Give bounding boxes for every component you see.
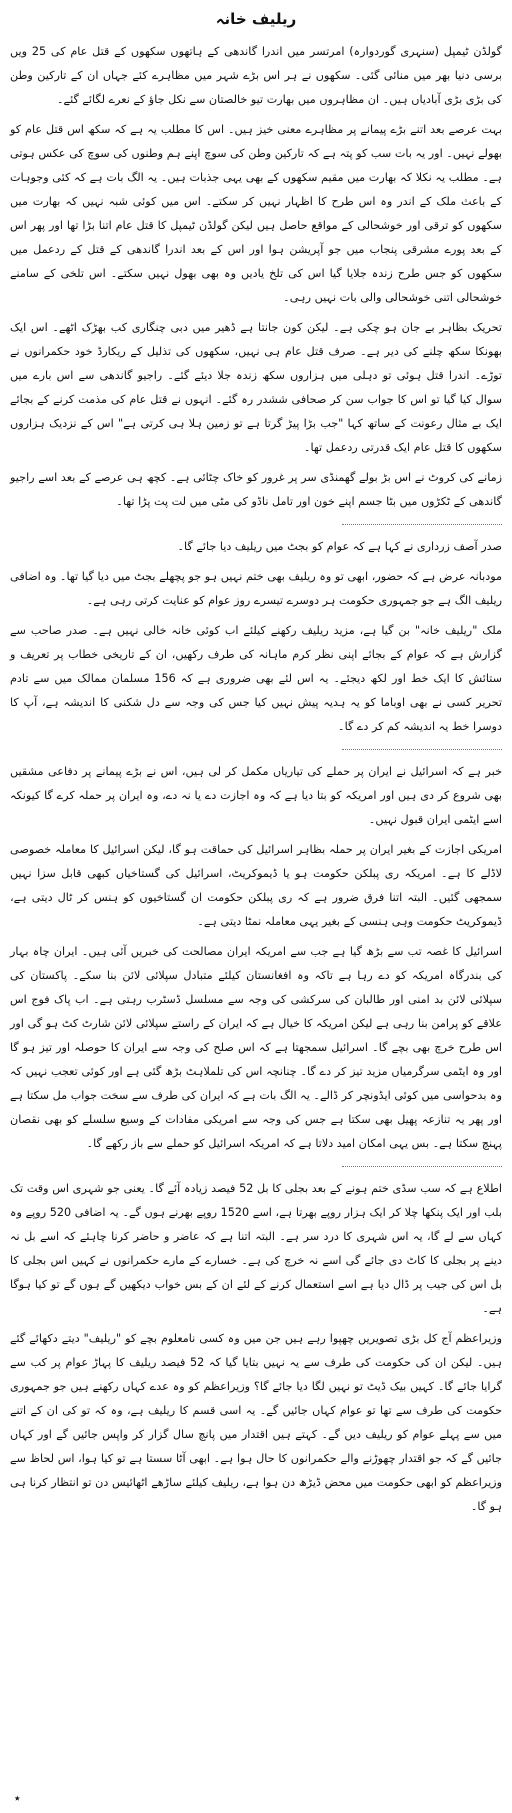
section-divider <box>342 749 502 750</box>
paragraph: خبر ہے کہ اسرائیل نے ایران پر حملے کی تیاریاں مکمل کر لی ہیں، اس نے بڑے پیمانے پر دفاعی مشقیں بھی شروع کر دی ہیں اور امریکہ کو بتا دیا ہے کہ وہ اجازت دے یا نہ دے، وہ ایران پر حملہ کرے گا کیونکہ اسے ایٹمی ایران قبول نہیں۔ <box>10 765 502 826</box>
section-divider <box>342 1166 502 1167</box>
section-divider <box>342 524 502 525</box>
paragraph: بہت عرصے بعد اتنے بڑے پیمانے پر مظاہرے معنی خیز ہیں۔ اس کا مطلب یہ ہے کہ سکھ اس قتل عام کو بھولے نہیں۔ اور یہ بات سب کو پتہ ہے کہ تارکین وطن کی سوچ اپنے ہم وطنوں کی سوچ کی عکس ہوتی ہے۔ مطلب یہ نکلا کہ بھارت میں مقیم سکھوں کے بھی یہی جذبات ہیں۔ یہ الگ بات ہے کہ کئی وجوہات کے باعث ملک کے اندر وہ اس طرح کا اظہار نہیں کر سکتے۔ اس میں کوئی شبہ نہیں کہ بھارت میں سکھوں کو ترقی اور خوشحالی کے مواقع حاصل ہیں لیکن گولڈن ٹیمپل کا قتل عام اتنا بڑا تھا اور پھر اس کے بعد پورے مشرقی پنجاب میں جو آپریشن ہوا اور اس کے بعد اندرا گاندھی کے قتل کے ردعمل میں سکھوں کو جس طرح زندہ جلایا گیا اس کی تلخ یادیں وہ بھی بھول نہیں سکتے۔ اس تلخی کے سامنے خوشحالی اتنی خوشحالی والی بات نہیں رہی۔ <box>10 123 502 304</box>
paragraph: امریکی اجازت کے بغیر ایران پر حملہ بظاہر اسرائیل کی حماقت ہو گا، لیکن اسرائیل کا معاملہ خصوصی لاڈلے کا ہے۔ امریکہ ری پبلکن حکومت ہو یا ڈیموکریٹ، اسرائیل کی گستاخیاں کبھی قابل سزا نہیں سمجھی گئیں۔ البتہ اتنا فرق ضرور ہے کہ ری پبلکن حکومت ان گستاخیوں کو ہنس کر ٹال دیتی ہے، ڈیموکریٹ حکومت وہی ہنسی کے بغیر یہی معاملہ نمٹا دیتی ہے۔ <box>10 843 502 928</box>
section-electricity <box>10 1177 502 1519</box>
end-mark: ٭ <box>14 1791 21 1805</box>
column-title: ریلیف خانہ <box>215 10 297 28</box>
section-golden-temple <box>10 40 502 514</box>
section-relief <box>10 535 502 739</box>
paragraph: صدر آصف زرداری نے کہا ہے کہ عوام کو بجٹ میں ریلیف دیا جائے گا۔ <box>177 540 502 553</box>
paragraph: گولڈن ٹیمپل (سنہری گوردوارہ) امرتسر میں اندرا گاندھی کے ہاتھوں سکھوں کے قتل عام کی 25 ویں برسی دنیا بھر میں منائی گئی۔ سکھوں نے ہر اس بڑے شہر میں مظاہرے کئے جہاں ان کے تارکین وطن کی بڑی بڑی آبادیاں ہیں۔ ان مظاہروں میں بھارت تیو خالصتان سے نکل جاؤ کے نعرے لگائے گئے۔ <box>10 45 503 106</box>
paragraph: وزیراعظم آج کل بڑی تصویریں چھپوا رہے ہیں جن میں وہ کسی نامعلوم بچے کو "ریلیف" دیتے دکھائے گئے ہیں۔ لیکن ان کی حکومت کی طرف سے یہ نہیں بتایا گیا کہ 52 فیصد ریلیف کا پہاڑ عوام پر کب سے گرایا جائے گا۔ کہیں بیک ڈیٹ تو نہیں لگا دیا جائے گا؟ وزیراعظم کو وہ عدے کہاں رکھنے ہیں جو جمہوری حکومت کی طرف سے تھا تو عوام کہاں جائیں گے۔ یہ اسی قسم کا ریلیف ہے، وہ کہ تو کی ان کے اتنے میں سے پہلے عوام کو ریلیف دیں گے۔ کہتے ہیں اقتدار میں پانچ سال گزار کر واپس جائیں گے اور کہاں جائیں گے کہ جو اقتدار چھوڑنے والے حکمرانوں کا حال ہوا ہے۔ ابھی آٹا سستا ہے تو کیا ہوا، اس لحاظ سے وزیراعظم کو ابھی حکومت میں محض ڈیڑھ دن ہوا ہے، ریلیف کیلئے ساڑھے اٹھائیس دن تو انتظار کرنا ہی ہو گا۔ <box>10 1332 503 1513</box>
paragraph: اطلاع ہے کہ سب سڈی ختم ہونے کے بعد بجلی کا بل 52 فیصد زیادہ آئے گا۔ یعنی جو شہری اس وقت تک بلب اور ایک پنکھا چلا کر ایک ہزار روپے بھرتا ہے، اسے 1520 روپے بھرنے ہوں گے۔ یہ اضافی 520 روپے وہ کہاں سے لے گا، یہ اس شہری کا درد سر ہے۔ البتہ اتنا ہے کہ عاضر و حاضر کرنا چاہئے کہ اسے بل نہ دینے پر بجلی کا کاٹ دی جائے گی اسے نہ خرچ کی ہے۔ خسارے کے مارے حکمرانوں نے کہیں اس بجلی کا بل اس کی جیب پر ڈال دیا ہے اسے استعمال کرنے کے لئے ان کے بس خواب دیکھیں گے ہوں گے تو کیا ہوگا ہے۔ <box>10 1182 502 1315</box>
paragraph: اسرائیل کا غصہ تب سے بڑھ گیا ہے جب سے امریکہ ایران مصالحت کی خبریں آئی ہیں۔ ایران چاہ بہار کی بندرگاہ امریکہ کو دے رہا ہے تاکہ وہ افغانستان کیلئے متبادل سپلائی لائن بنا سکے۔ پاکستان کی سپلائی لائن بد امنی اور طالبان کی سرکشی کی وجہ سے مسلسل ڈسٹرب رہتی ہے۔ اب پاک فوج اس علاقے کو پرامن بنا رہی ہے لیکن امریکہ کا خیال ہے کہ ایران کے راستے سپلائی لائن شارٹ کٹ ہو گی اور اس طرح خرچ بھی بچے گا۔ اسرائیل سمجھتا ہے کہ اس صلح کی وجہ سے ایران کا حوصلہ اور تیز ہو گا اور وہ ایٹمی سرگرمیاں مزید تیز کر دے گا۔ چنانچہ اس کی تلملاہٹ بڑھ گئی ہے اور کوئی تعجب نہیں کہ وہ بدحواسی میں کوئی ایڈونچر کر ڈالے۔ یہ الگ بات ہے کہ ایران کی طرف سے سخت جواب مل سکتا ہے اور پھر یہ تنازعہ پھیل بھی سکتا ہے جس کی وجہ سے امریکی مفادات کے وسیع سلسلے کو بھی نقصان پہنچ سکتا ہے۔ بس یہی امکان امید دلاتا ہے کہ امریکہ اسرائیل کو حملے سے باز رکھے گا۔ <box>10 945 502 1150</box>
paragraph: ملک "ریلیف خانہ" بن گیا ہے، مزید ریلیف رکھنے کیلئے اب کوئی خانہ خالی نہیں ہے۔ صدر صاحب سے گزارش ہے کہ عوام کے بجائے اپنی نظر کرم ماہانہ کی طرف رکھیں، ان کے تاریخی خطاب پر تعریف و ستائش کا ایک خط اور لکھ دیجئے۔ یہ اس لئے بھی ضروری ہے کہ 156 مسلمان ممالک میں سے تادم تحریر کسی نے بھی اوباما کو یہ ہدیہ پیش نہیں کیا جس کی وجہ سے دل شکنی کا اندیشہ ہے، آپ کا دوسرا خط یہ اندیشہ کم کر دے گا۔ <box>10 624 502 733</box>
paragraph: زمانے کی کروٹ نے اس بڑ بولے گھمنڈی سر پر غرور کو خاک چٹائی ہے۔ کچھ ہی عرصے کے بعد اسے راجیو گاندھی کے ٹکڑوں میں بٹا جسم اپنے خون اور تامل ناڈو کی مٹی میں لت پت پڑا تھا۔ <box>10 471 502 508</box>
paragraph: تحریک بظاہر بے جان ہو چکی ہے۔ لیکن کون جانتا ہے ڈھیر میں دبی چنگاری کب بھڑک اٹھے۔ اس ایک بھونکا سکھ چلنے کی دیر ہے۔ صرف قتل عام ہی نہیں، سکھوں کی تذلیل کے ریکارڈ خود حکمرانوں نے توڑے۔ اندرا قتل ہوئی تو دہلی میں ہزاروں سکھ زندہ جلا دیئے گئے۔ راجیو گاندھی سے اس بارے میں سوال کیا گیا تو اس کا جواب سن کر صحافی ششدر رہ گئے۔ انہوں نے قتل عام کی مذمت کرنے کے بجائے ایک بے مثال رعونت کے ساتھ کہا "جب بڑا پیڑ گرتا ہے تو زمین ہلا ہی کرتی ہے" اس کے نزدیک ہزاروں سکھوں کا قتل عام ایک قدرتی ردعمل تھا۔ <box>10 321 502 454</box>
section-israel-iran <box>10 760 502 1156</box>
paragraph: مودبانہ عرض ہے کہ حضور، ابھی تو وہ ریلیف بھی ختم نہیں ہو جو پچھلے بجٹ میں دیا گیا تھا۔ وہ اضافی ریلیف الگ ہے جو جمہوری حکومت ہر دوسرے تیسرے روز عوام کو عنایت کرتی رہی ہے۔ <box>10 570 502 607</box>
